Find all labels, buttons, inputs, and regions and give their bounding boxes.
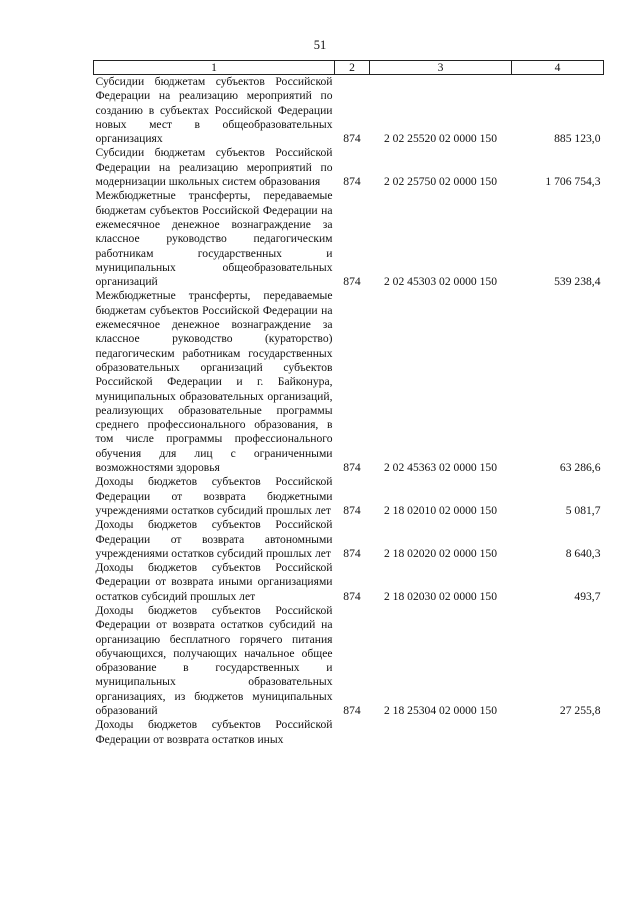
amount: 5 081,7	[565, 503, 601, 517]
budget-classification-code	[370, 718, 512, 747]
table-row	[94, 561, 604, 604]
page-number: 51	[313, 38, 327, 52]
table-row	[94, 475, 604, 518]
admin-code: 874	[343, 461, 361, 475]
admin-code: 874	[343, 132, 361, 146]
amount: 1 706 754,3	[545, 175, 601, 189]
budget-classification-code: 2 02 45363 02 0000 150	[383, 461, 498, 475]
admin-code: 874	[343, 589, 361, 603]
amount: 27 255,8	[559, 704, 601, 718]
amount: 885 123,0	[554, 132, 601, 146]
revenue-name: Доходы бюджетов субъектов Российской Федерации от возврата остатков субсидий на организацию бесплатного горячего питания обучающихся, получающих начальное общее образование в государственных и муниципальных образовательных организациях, из бюджетов муниципальных образований	[95, 603, 333, 718]
table-row	[94, 289, 604, 475]
budget-classification-code: 2 18 02010 02 0000 150	[383, 503, 498, 517]
revenue-name: Доходы бюджетов субъектов Российской Федерации от возврата бюджетными учреждениями остатков субсидий прошлых лет	[95, 475, 333, 517]
revenue-name: Доходы бюджетов субъектов Российской Федерации от возврата автономными учреждениями остатков субсидий прошлых лет	[95, 518, 333, 560]
header-col-1: 1	[94, 61, 335, 75]
amount: 8 640,3	[565, 546, 601, 560]
admin-code: 874	[343, 546, 361, 560]
admin-code: 874	[343, 704, 361, 718]
table-row	[94, 189, 604, 289]
budget-table-container	[93, 60, 603, 747]
budget-classification-code: 2 18 25304 02 0000 150	[383, 704, 498, 718]
admin-code: 874	[343, 503, 361, 517]
admin-code	[335, 718, 370, 747]
revenue-name: Межбюджетные трансферты, передаваемые бюджетам субъектов Российской Федерации на ежемесячное денежное вознаграждение за классное руководство (кураторство) педагогическим работникам государственных образовательных организаций субъектов Российской Федерации и г. Байконура, муниципальных образовательных организаций, реализующих образовательные программы среднего профессионального образования, в том числе программы профессионального обучения для лиц с ограниченными возможностями здоровья	[95, 289, 333, 475]
revenue-name: Доходы бюджетов субъектов Российской Федерации от возврата остатков иных	[95, 718, 333, 746]
amount	[512, 718, 604, 747]
budget-classification-code: 2 18 02020 02 0000 150	[383, 546, 498, 560]
budget-classification-code: 2 02 25520 02 0000 150	[383, 132, 498, 146]
table-row	[94, 75, 604, 147]
header-col-2: 2	[335, 61, 370, 75]
budget-classification-code: 2 02 25750 02 0000 150	[383, 175, 498, 189]
budget-classification-code: 2 18 02030 02 0000 150	[383, 589, 498, 603]
amount: 63 286,6	[559, 461, 601, 475]
budget-revenue-table	[93, 60, 604, 747]
admin-code: 874	[343, 175, 361, 189]
header-col-3: 3	[370, 61, 512, 75]
table-row	[94, 604, 604, 718]
amount: 493,7	[574, 589, 601, 603]
table-row	[94, 518, 604, 561]
amount: 539 238,4	[554, 275, 601, 289]
revenue-name: Доходы бюджетов субъектов Российской Федерации от возврата иными организациями остатков субсидий прошлых лет	[95, 561, 333, 603]
revenue-name: Субсидии бюджетам субъектов Российской Федерации на реализацию мероприятий по модернизации школьных систем образования	[95, 146, 333, 189]
table-row	[94, 146, 604, 189]
admin-code: 874	[343, 275, 361, 289]
header-col-4: 4	[512, 61, 604, 75]
revenue-name: Субсидии бюджетам субъектов Российской Федерации на реализацию мероприятий по созданию в субъектах Российской Федерации новых мест в общеобразовательных организациях	[95, 75, 333, 146]
budget-classification-code: 2 02 45303 02 0000 150	[383, 275, 498, 289]
revenue-name: Межбюджетные трансферты, передаваемые бюджетам субъектов Российской Федерации на ежемесячное денежное вознаграждение за классное руководство педагогическим работникам государственных и муниципальных общеобразовательных организаций	[95, 189, 333, 289]
table-header-row	[94, 61, 604, 75]
table-row	[94, 718, 604, 747]
